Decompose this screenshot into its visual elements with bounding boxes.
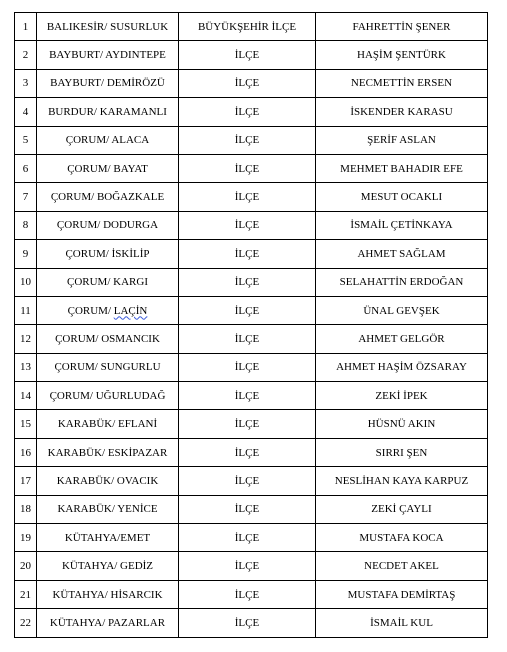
type-cell: İLÇE	[179, 240, 316, 268]
spellcheck-flagged-word: LAÇİN	[113, 304, 148, 317]
table-row	[15, 552, 488, 580]
type-cell: İLÇE	[179, 495, 316, 523]
row-number: 17	[15, 467, 37, 495]
table-row	[15, 410, 488, 438]
table-row	[15, 325, 488, 353]
location-cell: ÇORUM/ İSKİLİP	[37, 240, 179, 268]
row-number: 14	[15, 382, 37, 410]
row-number: 4	[15, 98, 37, 126]
type-cell: İLÇE	[179, 211, 316, 239]
type-cell: İLÇE	[179, 382, 316, 410]
location-cell: ÇORUM/ UĞURLUDAĞ	[37, 382, 179, 410]
row-number: 20	[15, 552, 37, 580]
row-number: 19	[15, 524, 37, 552]
type-cell: İLÇE	[179, 467, 316, 495]
name-cell: ŞERİF ASLAN	[316, 126, 488, 154]
name-cell: ÜNAL GEVŞEK	[316, 296, 488, 324]
location-cell: ÇORUM/ OSMANCIK	[37, 325, 179, 353]
table-row	[15, 382, 488, 410]
name-cell: NECMETTİN ERSEN	[316, 69, 488, 97]
table-row	[15, 240, 488, 268]
location-cell: BAYBURT/ AYDINTEPE	[37, 41, 179, 69]
location-cell: BAYBURT/ DEMİRÖZÜ	[37, 69, 179, 97]
row-number: 13	[15, 353, 37, 381]
type-cell: İLÇE	[179, 154, 316, 182]
row-number: 16	[15, 438, 37, 466]
row-number: 22	[15, 609, 37, 637]
name-cell: MEHMET BAHADIR EFE	[316, 154, 488, 182]
type-cell: İLÇE	[179, 438, 316, 466]
table-row	[15, 268, 488, 296]
table-row	[15, 183, 488, 211]
location-cell: ÇORUM/ BOĞAZKALE	[37, 183, 179, 211]
name-cell: FAHRETTİN ŞENER	[316, 13, 488, 41]
table-row	[15, 13, 488, 41]
name-cell: HAŞİM ŞENTÜRK	[316, 41, 488, 69]
name-cell: AHMET SAĞLAM	[316, 240, 488, 268]
row-number: 18	[15, 495, 37, 523]
type-cell: İLÇE	[179, 268, 316, 296]
table-row	[15, 524, 488, 552]
location-cell: KÜTAHYA/ PAZARLAR	[37, 609, 179, 637]
location-cell: KARABÜK/ OVACIK	[37, 467, 179, 495]
type-cell: İLÇE	[179, 552, 316, 580]
row-number: 7	[15, 183, 37, 211]
type-cell: İLÇE	[179, 126, 316, 154]
location-cell: KARABÜK/ YENİCE	[37, 495, 179, 523]
table-row	[15, 296, 488, 324]
type-cell: İLÇE	[179, 98, 316, 126]
table-row	[15, 126, 488, 154]
location-cell: ÇORUM/ SUNGURLU	[37, 353, 179, 381]
location-cell: KARABÜK/ ESKİPAZAR	[37, 438, 179, 466]
location-cell	[37, 296, 179, 324]
name-cell: ZEKİ ÇAYLI	[316, 495, 488, 523]
row-number: 5	[15, 126, 37, 154]
row-number: 12	[15, 325, 37, 353]
location-prefix: ÇORUM/	[67, 304, 114, 317]
type-cell: İLÇE	[179, 410, 316, 438]
type-cell: İLÇE	[179, 609, 316, 637]
name-cell: İSMAİL KUL	[316, 609, 488, 637]
name-cell: MESUT OCAKLI	[316, 183, 488, 211]
type-cell: İLÇE	[179, 41, 316, 69]
type-cell: İLÇE	[179, 296, 316, 324]
row-number: 6	[15, 154, 37, 182]
row-number: 1	[15, 13, 37, 41]
name-cell: HÜSNÜ AKIN	[316, 410, 488, 438]
row-number: 10	[15, 268, 37, 296]
table-row	[15, 41, 488, 69]
type-cell: İLÇE	[179, 524, 316, 552]
location-cell: ÇORUM/ DODURGA	[37, 211, 179, 239]
row-number: 2	[15, 41, 37, 69]
name-cell: MUSTAFA KOCA	[316, 524, 488, 552]
name-cell: NECDET AKEL	[316, 552, 488, 580]
name-cell: İSMAİL ÇETİNKAYA	[316, 211, 488, 239]
name-cell: AHMET HAŞİM ÖZSARAY	[316, 353, 488, 381]
table-row	[15, 495, 488, 523]
name-cell: MUSTAFA DEMİRTAŞ	[316, 580, 488, 608]
type-cell: İLÇE	[179, 69, 316, 97]
location-cell: KARABÜK/ EFLANİ	[37, 410, 179, 438]
table-row	[15, 154, 488, 182]
type-cell: İLÇE	[179, 325, 316, 353]
type-cell: BÜYÜKŞEHİR İLÇE	[179, 13, 316, 41]
row-number: 3	[15, 69, 37, 97]
name-cell: AHMET GELGÖR	[316, 325, 488, 353]
name-cell: ZEKİ İPEK	[316, 382, 488, 410]
location-cell: ÇORUM/ KARGI	[37, 268, 179, 296]
type-cell: İLÇE	[179, 183, 316, 211]
table-row	[15, 353, 488, 381]
table-row	[15, 98, 488, 126]
row-number: 11	[15, 296, 37, 324]
table-row	[15, 69, 488, 97]
name-cell: SIRRI ŞEN	[316, 438, 488, 466]
location-cell: BALIKESİR/ SUSURLUK	[37, 13, 179, 41]
table-row	[15, 467, 488, 495]
table-row	[15, 609, 488, 637]
location-cell: ÇORUM/ BAYAT	[37, 154, 179, 182]
type-cell: İLÇE	[179, 580, 316, 608]
name-cell: İSKENDER KARASU	[316, 98, 488, 126]
table-row	[15, 438, 488, 466]
row-number: 15	[15, 410, 37, 438]
row-number: 9	[15, 240, 37, 268]
name-cell: SELAHATTİN ERDOĞAN	[316, 268, 488, 296]
row-number: 21	[15, 580, 37, 608]
candidates-table	[14, 12, 488, 638]
row-number: 8	[15, 211, 37, 239]
location-cell: ÇORUM/ ALACA	[37, 126, 179, 154]
location-cell: KÜTAHYA/ HİSARCIK	[37, 580, 179, 608]
table-row	[15, 580, 488, 608]
type-cell: İLÇE	[179, 353, 316, 381]
location-cell: BURDUR/ KARAMANLI	[37, 98, 179, 126]
name-cell: NESLİHAN KAYA KARPUZ	[316, 467, 488, 495]
table-row	[15, 211, 488, 239]
location-cell: KÜTAHYA/EMET	[37, 524, 179, 552]
location-cell: KÜTAHYA/ GEDİZ	[37, 552, 179, 580]
